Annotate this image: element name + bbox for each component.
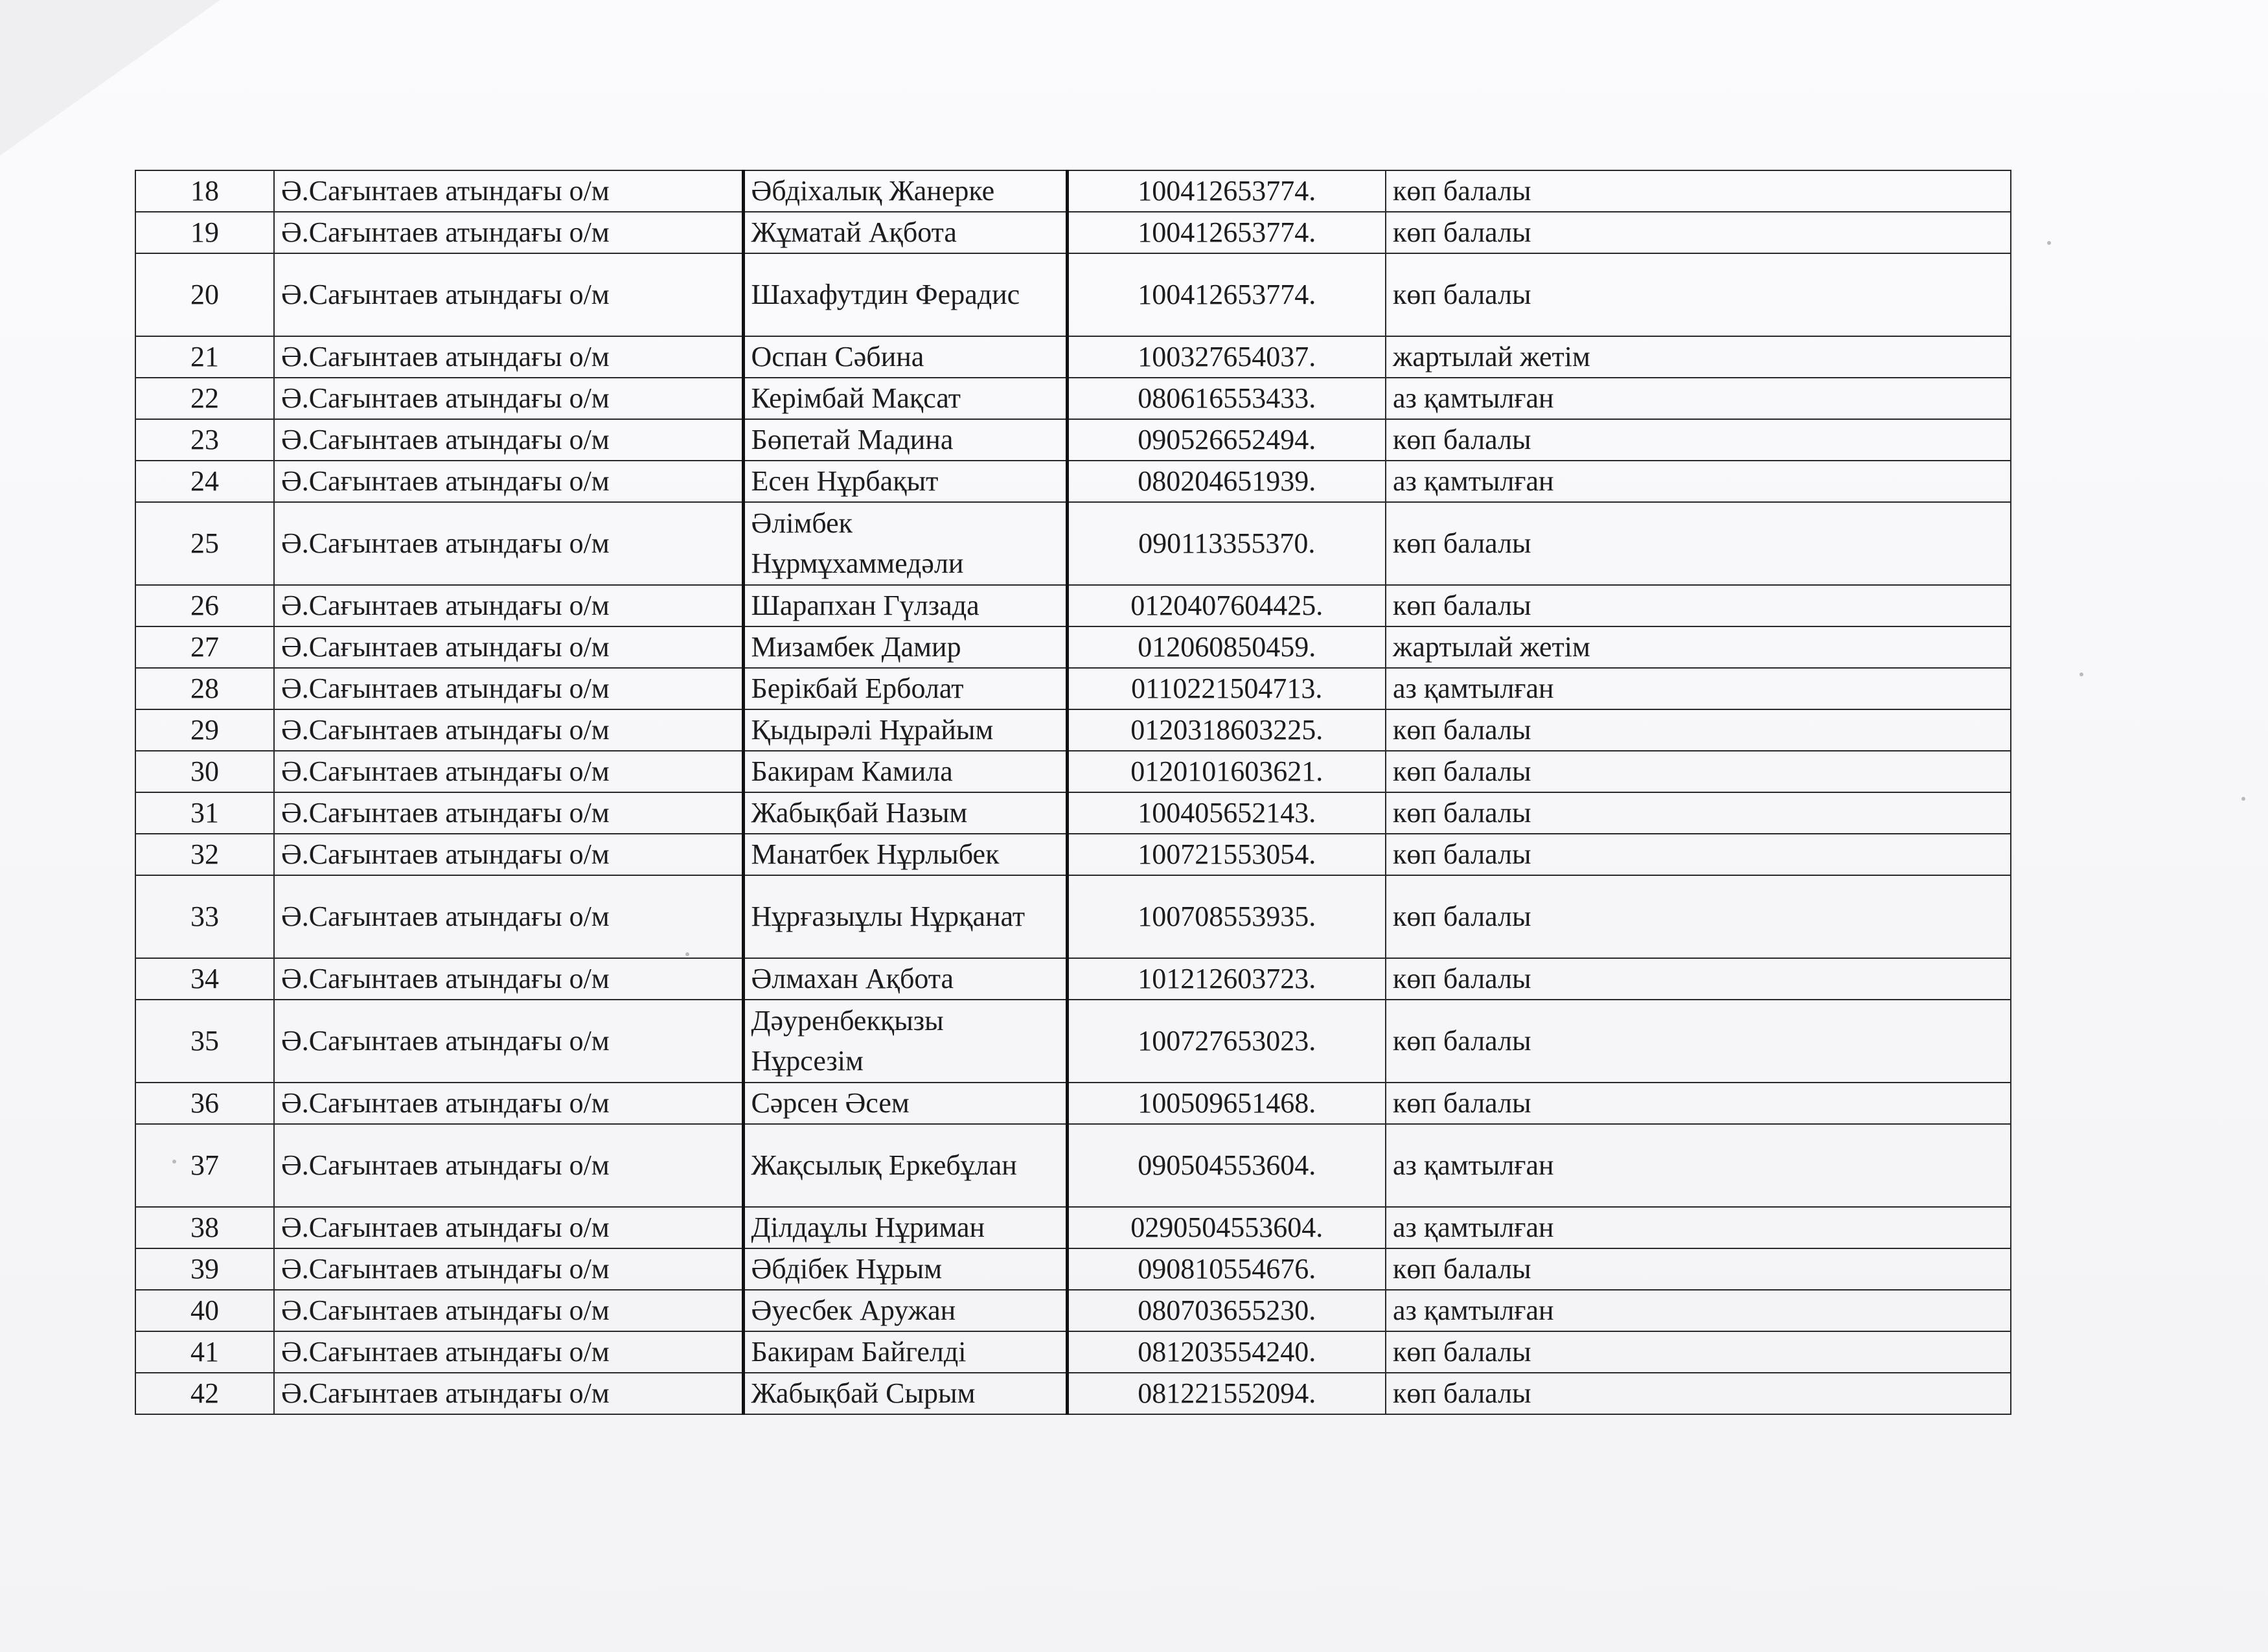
- id-number-cell: 0110221504713.: [1067, 668, 1386, 709]
- category-cell: жартылай жетім: [1386, 626, 2011, 668]
- school-cell: Ә.Сағынтаев атындағы о/м: [274, 253, 743, 336]
- table-row: [135, 792, 2011, 834]
- table-row: [135, 626, 2011, 668]
- table-row: [135, 834, 2011, 875]
- row-number-cell: 21: [135, 336, 274, 378]
- student-name-cell: Манатбек Нұрлыбек: [743, 834, 1067, 875]
- id-number-cell: 100708553935.: [1067, 875, 1386, 958]
- id-number-cell: 090810554676.: [1067, 1248, 1386, 1290]
- id-number-cell: 100327654037.: [1067, 336, 1386, 378]
- table-row: [135, 1000, 2011, 1083]
- school-cell: Ә.Сағынтаев атындағы о/м: [274, 709, 743, 751]
- category-cell: көп балалы: [1386, 709, 2011, 751]
- category-cell: көп балалы: [1386, 1083, 2011, 1124]
- table-row: [135, 336, 2011, 378]
- category-cell: көп балалы: [1386, 792, 2011, 834]
- student-name-cell: Бакирам Камила: [743, 751, 1067, 792]
- id-number-cell: 080204651939.: [1067, 461, 1386, 502]
- table-row: [135, 170, 2011, 212]
- category-cell: көп балалы: [1386, 1000, 2011, 1083]
- school-cell: Ә.Сағынтаев атындағы о/м: [274, 1124, 743, 1207]
- school-cell: Ә.Сағынтаев атындағы о/м: [274, 378, 743, 419]
- category-cell: көп балалы: [1386, 958, 2011, 1000]
- category-cell: көп балалы: [1386, 834, 2011, 875]
- row-number-cell: 27: [135, 626, 274, 668]
- category-cell: аз қамтылған: [1386, 1207, 2011, 1248]
- student-name-cell: Нұрғазыұлы Нұрқанат: [743, 875, 1067, 958]
- category-cell: көп балалы: [1386, 253, 2011, 336]
- category-cell: аз қамтылған: [1386, 1290, 2011, 1331]
- table-row: [135, 1207, 2011, 1248]
- id-number-cell: 080703655230.: [1067, 1290, 1386, 1331]
- school-cell: Ә.Сағынтаев атындағы о/м: [274, 336, 743, 378]
- id-number-cell: 090504553604.: [1067, 1124, 1386, 1207]
- table-row: [135, 585, 2011, 626]
- table-row: [135, 958, 2011, 1000]
- table-row: [135, 751, 2011, 792]
- id-number-cell: 0120407604425.: [1067, 585, 1386, 626]
- table-row: [135, 1331, 2011, 1373]
- id-number-cell: 101212603723.: [1067, 958, 1386, 1000]
- row-number-cell: 29: [135, 709, 274, 751]
- student-name-cell: Мизамбек Дамир: [743, 626, 1067, 668]
- school-cell: Ә.Сағынтаев атындағы о/м: [274, 1331, 743, 1373]
- student-name-cell: Шарапхан Гүлзада: [743, 585, 1067, 626]
- table-row: [135, 212, 2011, 253]
- category-cell: көп балалы: [1386, 1373, 2011, 1414]
- table-row: [135, 461, 2011, 502]
- id-number-cell: 081221552094.: [1067, 1373, 1386, 1414]
- scan-speck: [2047, 241, 2051, 245]
- category-cell: көп балалы: [1386, 585, 2011, 626]
- student-name-cell: Бөпетай Мадина: [743, 419, 1067, 461]
- row-number-cell: 28: [135, 668, 274, 709]
- row-number-cell: 18: [135, 170, 274, 212]
- category-cell: аз қамтылған: [1386, 461, 2011, 502]
- id-number-cell: 090113355370.: [1067, 502, 1386, 585]
- school-cell: Ә.Сағынтаев атындағы о/м: [274, 792, 743, 834]
- id-number-cell: 012060850459.: [1067, 626, 1386, 668]
- student-name-cell: Жұматай Ақбота: [743, 212, 1067, 253]
- row-number-cell: 40: [135, 1290, 274, 1331]
- id-number-cell: 090526652494.: [1067, 419, 1386, 461]
- student-name-cell: Қыдырәлі Нұрайым: [743, 709, 1067, 751]
- school-cell: Ә.Сағынтаев атындағы о/м: [274, 1248, 743, 1290]
- school-cell: Ә.Сағынтаев атындағы о/м: [274, 502, 743, 585]
- school-cell: Ә.Сағынтаев атындағы о/м: [274, 419, 743, 461]
- id-number-cell: 100727653023.: [1067, 1000, 1386, 1083]
- student-name-cell: Есен Нұрбақыт: [743, 461, 1067, 502]
- row-number-cell: 39: [135, 1248, 274, 1290]
- school-cell: Ә.Сағынтаев атындағы о/м: [274, 1207, 743, 1248]
- student-name-cell: Ділдаұлы Нұриман: [743, 1207, 1067, 1248]
- category-cell: көп балалы: [1386, 212, 2011, 253]
- student-name-cell: Әбдіхалық Жанерке: [743, 170, 1067, 212]
- row-number-cell: 34: [135, 958, 274, 1000]
- school-cell: Ә.Сағынтаев атындағы о/м: [274, 875, 743, 958]
- table-row: [135, 1290, 2011, 1331]
- school-cell: Ә.Сағынтаев атындағы о/м: [274, 751, 743, 792]
- school-cell: Ә.Сағынтаев атындағы о/м: [274, 958, 743, 1000]
- row-number-cell: 23: [135, 419, 274, 461]
- table-row: [135, 1083, 2011, 1124]
- school-cell: Ә.Сағынтаев атындағы о/м: [274, 461, 743, 502]
- student-name-cell: Сәрсен Әсем: [743, 1083, 1067, 1124]
- school-cell: Ә.Сағынтаев атындағы о/м: [274, 1290, 743, 1331]
- student-name-cell: Әуесбек Аружан: [743, 1290, 1067, 1331]
- row-number-cell: 20: [135, 253, 274, 336]
- category-cell: көп балалы: [1386, 751, 2011, 792]
- table-row: [135, 1124, 2011, 1207]
- school-cell: Ә.Сағынтаев атындағы о/м: [274, 1373, 743, 1414]
- table-row: [135, 378, 2011, 419]
- student-list-table: [135, 170, 2011, 1415]
- scan-speck: [2079, 672, 2083, 676]
- id-number-cell: 100509651468.: [1067, 1083, 1386, 1124]
- category-cell: көп балалы: [1386, 875, 2011, 958]
- student-name-cell: Жабықбай Назым: [743, 792, 1067, 834]
- row-number-cell: 19: [135, 212, 274, 253]
- category-cell: көп балалы: [1386, 502, 2011, 585]
- student-name-cell: Керімбай Мақсат: [743, 378, 1067, 419]
- row-number-cell: 35: [135, 1000, 274, 1083]
- table-row: [135, 709, 2011, 751]
- table-row: [135, 875, 2011, 958]
- student-name-cell: Дәуренбекқызы Нұрсезім: [743, 1000, 1067, 1083]
- school-cell: Ә.Сағынтаев атындағы о/м: [274, 170, 743, 212]
- id-number-cell: 100412653774.: [1067, 170, 1386, 212]
- row-number-cell: 38: [135, 1207, 274, 1248]
- student-list-table-wrapper: [135, 170, 2010, 1415]
- student-name-cell: Жабықбай Сырым: [743, 1373, 1067, 1414]
- id-number-cell: 0290504553604.: [1067, 1207, 1386, 1248]
- category-cell: көп балалы: [1386, 419, 2011, 461]
- category-cell: аз қамтылған: [1386, 378, 2011, 419]
- row-number-cell: 32: [135, 834, 274, 875]
- table-row: [135, 1373, 2011, 1414]
- id-number-cell: 100412653774.: [1067, 212, 1386, 253]
- student-name-cell: Әлімбек Нұрмұхаммедәли: [743, 502, 1067, 585]
- school-cell: Ә.Сағынтаев атындағы о/м: [274, 1000, 743, 1083]
- student-name-cell: Берікбай Ерболат: [743, 668, 1067, 709]
- id-number-cell: 081203554240.: [1067, 1331, 1386, 1373]
- row-number-cell: 25: [135, 502, 274, 585]
- row-number-cell: 42: [135, 1373, 274, 1414]
- student-name-cell: Жақсылық Еркебұлан: [743, 1124, 1067, 1207]
- row-number-cell: 24: [135, 461, 274, 502]
- page-fold-shadow: [0, 0, 220, 155]
- row-number-cell: 31: [135, 792, 274, 834]
- student-name-cell: Оспан Сәбина: [743, 336, 1067, 378]
- table-row: [135, 419, 2011, 461]
- row-number-cell: 41: [135, 1331, 274, 1373]
- school-cell: Ә.Сағынтаев атындағы о/м: [274, 834, 743, 875]
- category-cell: көп балалы: [1386, 1248, 2011, 1290]
- category-cell: аз қамтылған: [1386, 668, 2011, 709]
- row-number-cell: 22: [135, 378, 274, 419]
- category-cell: көп балалы: [1386, 170, 2011, 212]
- row-number-cell: 33: [135, 875, 274, 958]
- id-number-cell: 0120318603225.: [1067, 709, 1386, 751]
- id-number-cell: 100405652143.: [1067, 792, 1386, 834]
- school-cell: Ә.Сағынтаев атындағы о/м: [274, 585, 743, 626]
- category-cell: аз қамтылған: [1386, 1124, 2011, 1207]
- table-row: [135, 668, 2011, 709]
- student-name-cell: Бакирам Байгелді: [743, 1331, 1067, 1373]
- row-number-cell: 26: [135, 585, 274, 626]
- table-row: [135, 502, 2011, 585]
- table-row: [135, 253, 2011, 336]
- school-cell: Ә.Сағынтаев атындағы о/м: [274, 668, 743, 709]
- school-cell: Ә.Сағынтаев атындағы о/м: [274, 626, 743, 668]
- id-number-cell: 080616553433.: [1067, 378, 1386, 419]
- table-body: [135, 170, 2011, 1414]
- table-row: [135, 1248, 2011, 1290]
- id-number-cell: 100721553054.: [1067, 834, 1386, 875]
- student-name-cell: Әбдібек Нұрым: [743, 1248, 1067, 1290]
- row-number-cell: 30: [135, 751, 274, 792]
- scan-speck: [2241, 797, 2245, 801]
- school-cell: Ә.Сағынтаев атындағы о/м: [274, 212, 743, 253]
- id-number-cell: 100412653774.: [1067, 253, 1386, 336]
- student-name-cell: Шахафутдин Ферадис: [743, 253, 1067, 336]
- school-cell: Ә.Сағынтаев атындағы о/м: [274, 1083, 743, 1124]
- category-cell: көп балалы: [1386, 1331, 2011, 1373]
- row-number-cell: 36: [135, 1083, 274, 1124]
- id-number-cell: 0120101603621.: [1067, 751, 1386, 792]
- student-name-cell: Әлмахан Ақбота: [743, 958, 1067, 1000]
- category-cell: жартылай жетім: [1386, 336, 2011, 378]
- row-number-cell: 37: [135, 1124, 274, 1207]
